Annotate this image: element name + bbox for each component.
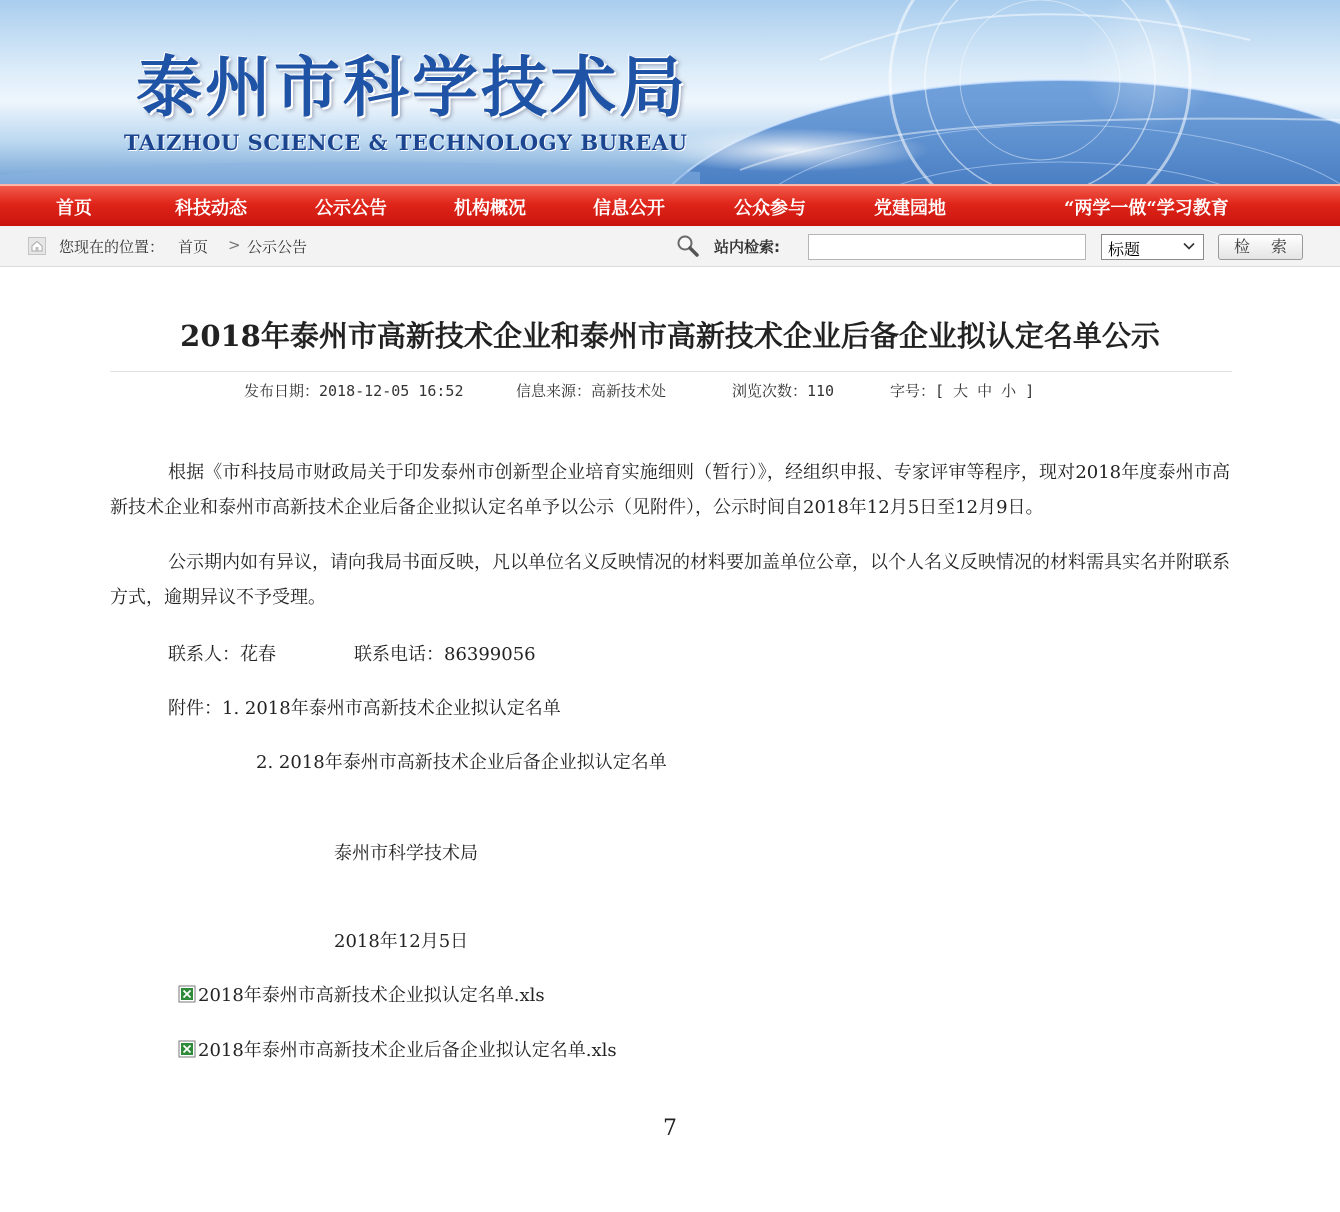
search-icon — [676, 234, 700, 258]
page-number: 7 — [663, 1116, 677, 1141]
home-icon — [28, 237, 46, 255]
signature-org: 泰州市科学技术局 — [334, 843, 478, 864]
location-search-bar — [0, 226, 1340, 267]
article-paragraph-2: 公示期内如有异议，请向我局书面反映，凡以单位名义反映情况的材料要加盖单位公章，以个人名义反映情况的材料需具实名并附联系方式，逾期异议不予受理。 — [110, 552, 1230, 608]
breadcrumb-announcements[interactable]: 公示公告 — [247, 238, 308, 256]
publish-date: 发布日期：2018-12-05 16:52 — [244, 382, 464, 400]
nav-item-study-education[interactable]: “两学一做“学习教育 — [1064, 198, 1229, 219]
nav-item-public-participation[interactable]: 公众参与 — [734, 198, 806, 219]
search-field-select-value: 标题 — [1108, 240, 1141, 259]
site-logo-title: 泰州市科学技术局 — [136, 48, 688, 126]
attachment-link-1-label: 2018年泰州市高新技术企业拟认定名单.xls — [198, 985, 545, 1006]
view-count: 浏览次数：110 — [732, 382, 835, 400]
site-banner — [0, 0, 1340, 184]
font-size-medium-link[interactable]: 中 — [977, 382, 993, 400]
breadcrumb-home[interactable]: 首页 — [178, 238, 209, 256]
nav-item-announcements[interactable]: 公示公告 — [315, 198, 387, 219]
font-size-controls — [890, 380, 1034, 401]
attachment-link-2[interactable] — [178, 1036, 617, 1062]
font-size-large-link[interactable]: 大 — [953, 382, 969, 400]
attachment-item-1: 附件：1. 2018年泰州市高新技术企业拟认定名单 — [168, 698, 561, 719]
excel-file-icon — [178, 1040, 196, 1058]
excel-file-icon — [178, 985, 196, 1003]
search-field-select[interactable] — [1101, 234, 1204, 260]
attachment-link-1[interactable] — [178, 981, 545, 1007]
attachment-link-2-label: 2018年泰州市高新技术企业后备企业拟认定名单.xls — [198, 1040, 617, 1061]
title-divider — [110, 371, 1232, 372]
search-label: 站内检索: — [714, 238, 780, 256]
font-size-bracket: ] — [1025, 382, 1035, 400]
main-nav — [0, 184, 1340, 226]
breadcrumb-separator: > — [228, 236, 241, 254]
location-label: 您现在的位置： — [59, 238, 165, 256]
article-title: 2018年泰州市高新技术企业和泰州市高新技术企业后备企业拟认定名单公示 — [180, 319, 1160, 353]
search-button[interactable]: 检 索 — [1218, 234, 1303, 260]
nav-item-home[interactable]: 首页 — [56, 198, 92, 219]
contact-person: 联系人：花春 — [168, 644, 276, 665]
attachment-item-2: 2. 2018年泰州市高新技术企业后备企业拟认定名单 — [256, 752, 667, 773]
chevron-down-icon — [1182, 239, 1196, 253]
site-logo-subtitle: TAIZHOU SCIENCE & TECHNOLOGY BUREAU — [124, 130, 688, 155]
signature-date: 2018年12月5日 — [334, 931, 469, 952]
nav-item-organization[interactable]: 机构概况 — [454, 198, 526, 219]
nav-item-info-disclosure[interactable]: 信息公开 — [593, 198, 665, 219]
nav-item-tech-news[interactable]: 科技动态 — [175, 198, 247, 219]
font-size-label: 字号：[ — [890, 382, 945, 400]
info-source: 信息来源：高新技术处 — [516, 382, 667, 400]
article-paragraph-1: 根据《市科技局市财政局关于印发泰州市创新型企业培育实施细则（暂行）》，经组织申报、专家评审等程序，现对2018年度泰州市高新技术企业和泰州市高新技术企业后备企业拟认定名单予以公示（见附件），公示时间自2018年12月5日至12月9日。 — [110, 462, 1230, 518]
search-input[interactable] — [808, 234, 1086, 260]
nav-item-party-building[interactable]: 党建园地 — [874, 198, 946, 219]
font-size-small-link[interactable]: 小 — [1001, 382, 1017, 400]
contact-phone: 联系电话：86399056 — [354, 644, 536, 665]
